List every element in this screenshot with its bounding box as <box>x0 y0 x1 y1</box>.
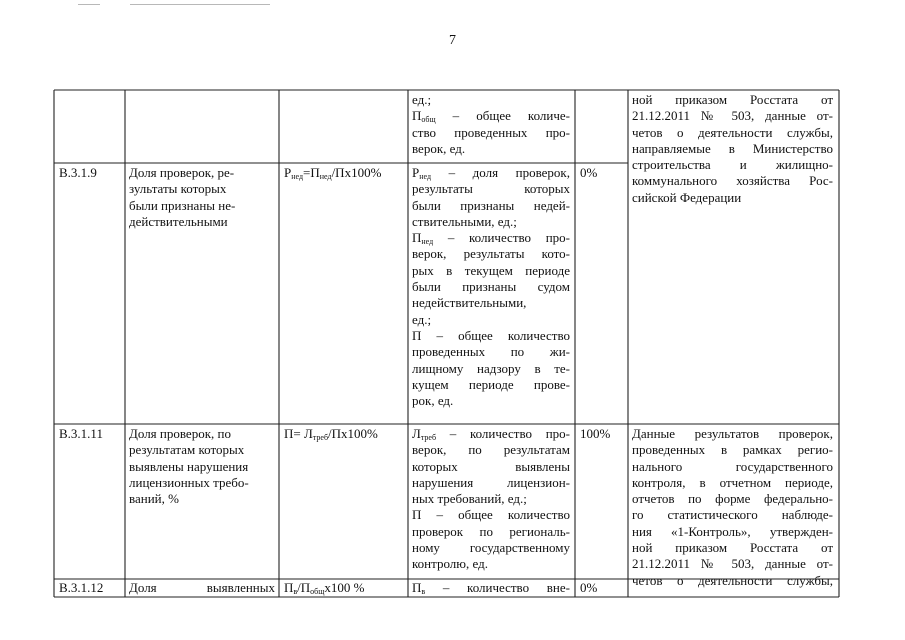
formula-explanation <box>412 580 570 596</box>
text-line: нального государственного <box>632 458 833 474</box>
text-line: зультаты которых <box>129 181 227 197</box>
text-line: проверок по региональ- <box>412 523 570 539</box>
text-line: го статистического наблюде- <box>632 507 833 523</box>
text-line: ваний, % <box>129 491 179 507</box>
text-line: контроля, в отчетном периоде, <box>632 474 833 490</box>
scan-artifact <box>78 4 100 5</box>
text-line: рых в текущем периоде <box>412 262 570 278</box>
text-line: результатам которых <box>129 442 245 458</box>
text-line: ных требований, ед.; <box>412 491 527 507</box>
text-line: ной приказом Росстата от <box>632 540 833 556</box>
text-line: верок, по результатам <box>412 442 570 458</box>
target-value: 100% <box>580 426 611 441</box>
formula-explanation <box>412 92 570 157</box>
indicator-code: B.3.1.12 <box>59 580 104 595</box>
source-description <box>632 426 833 589</box>
text-line: ной приказом Росстата от <box>632 92 833 107</box>
indicator-code: B.3.1.11 <box>59 426 103 441</box>
text-line: $Л_{треб}$ – количество про- <box>412 426 570 442</box>
target-value: 0% <box>580 580 598 595</box>
text-line: рок, ед. <box>412 393 454 409</box>
text-line: Доля выявленных <box>129 580 275 595</box>
text-line: $П_в$ – количество вне- <box>412 580 570 596</box>
text-line: лищному надзору в те- <box>412 360 570 376</box>
target-value: 0% <box>580 165 598 180</box>
text-line: Доля проверок, по <box>129 426 231 441</box>
text-line: результаты которых <box>412 181 570 197</box>
text-line: кущем периоде прове- <box>412 376 570 392</box>
text-line: П – общее количество <box>412 327 570 343</box>
text-line: отчетов по форме федерально- <box>632 491 833 507</box>
text-line: действительными <box>129 213 228 229</box>
text-line: были признаны не- <box>129 197 236 213</box>
text-line: четов о деятельности службы, <box>632 124 833 140</box>
text-line: контролю, ед. <box>412 556 488 572</box>
text-line: ния «1-Контроль», утвержден- <box>632 523 833 539</box>
indicator-name <box>129 426 275 507</box>
text-line: нарушения лицензион- <box>412 474 570 490</box>
indicator-name <box>129 165 275 230</box>
text-line: 21.12.2011 № 503, данные от- <box>632 108 833 124</box>
text-line: выявлены нарушения <box>129 458 249 474</box>
source-description <box>632 92 833 206</box>
text-line: проведенных в рамках регио- <box>632 442 833 458</box>
text-line: сийской Федерации <box>632 189 742 205</box>
text-line: ному государственному <box>412 540 570 556</box>
text-line: четов о деятельности службы, <box>632 572 833 588</box>
formula-explanation <box>412 165 570 409</box>
text-line: строительства и жилищно- <box>632 157 833 173</box>
text-line: $П_{общ}$ – общее количе- <box>412 108 570 125</box>
text-line: были признаны недей- <box>412 197 570 213</box>
page-number: 7 <box>449 33 456 48</box>
text-line: направляемые в Министерство <box>632 140 833 156</box>
text-line: ед.; <box>412 92 432 107</box>
text-line: Данные результатов проверок, <box>632 426 833 441</box>
indicator-formula: $П= Л_{треб}/Пх100\%$ <box>284 426 378 442</box>
text-line: недействительными, <box>412 295 527 311</box>
indicator-formula: $P_{нед}=П_{нед}/Пх100\%$ <box>284 165 382 181</box>
text-line: коммунального хозяйства Рос- <box>632 173 833 189</box>
text-line: которых выявлены <box>412 458 570 474</box>
text-line: ствительными, ед.; <box>412 213 517 229</box>
text-line: верок, результаты кото- <box>412 246 570 262</box>
text-line: П – общее количество <box>412 507 570 523</box>
text-line: ство проведенных про- <box>412 124 570 140</box>
text-line: ед.; <box>412 311 432 327</box>
scan-artifact <box>130 4 270 5</box>
text-line: $П_{нед}$ – количество про- <box>412 230 570 247</box>
text-line: 21.12.2011 № 503, данные от- <box>632 556 833 572</box>
text-line: лицензионных требо- <box>129 474 249 490</box>
formula-explanation <box>412 426 570 573</box>
text-line: проведенных по жи- <box>412 344 570 360</box>
indicator-name <box>129 580 275 596</box>
text-line: Доля проверок, ре- <box>129 165 235 180</box>
text-line: $P_{нед}$ – доля проверок, <box>412 165 570 181</box>
indicator-code: B.3.1.9 <box>59 165 97 180</box>
indicator-formula: $П_в/П_{общ}х100$ % <box>284 580 365 596</box>
text-line: верок, ед. <box>412 140 466 156</box>
text-line: были признаны судом <box>412 279 570 295</box>
